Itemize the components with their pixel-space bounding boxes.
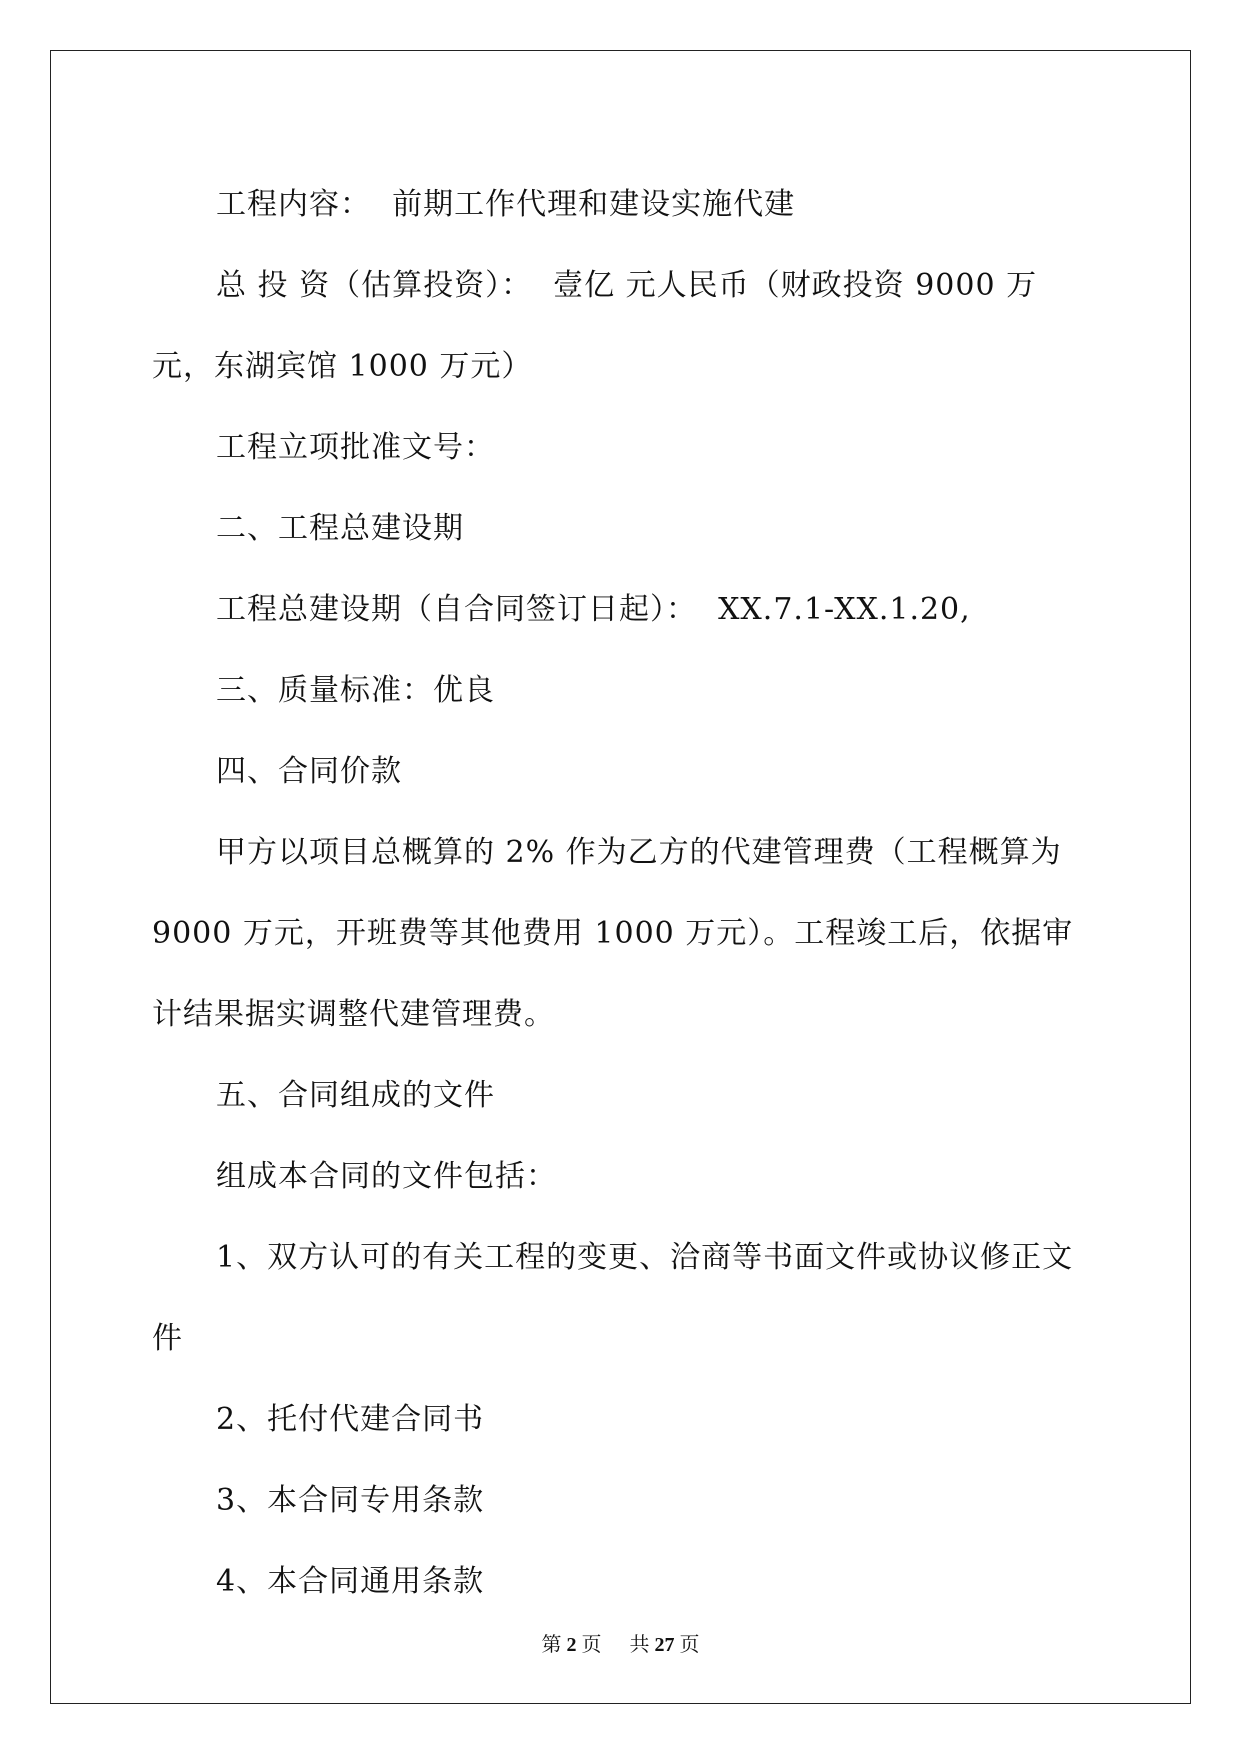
paragraph: 三、质量标准：优良 — [216, 673, 495, 708]
paragraph: 工程总建设期（自合同签订日起）： XX.7.1-XX.1.20, — [216, 592, 971, 627]
paragraph: 1、双方认可的有关工程的变更、洽商等书面文件或协议修正文件 — [152, 1240, 1074, 1356]
footer-total-prefix: 共 — [629, 1634, 650, 1656]
current-page-number: 2 — [566, 1634, 577, 1656]
paragraph: 2、托付代建合同书 — [216, 1402, 485, 1437]
paragraph: 总 投 资（估算投资）： 壹亿 元人民币（财政投资 9000 万元，东湖宾馆 1000 万元） — [152, 268, 1038, 384]
paragraph: 五、合同组成的文件 — [216, 1078, 495, 1113]
footer-total-suffix: 页 — [679, 1634, 700, 1656]
paragraph: 甲方以项目总概算的 2% 作为乙方的代建管理费（工程概算为 9000 万元，开班费等其他费用 1000 万元）。工程竣工后，依据审计结果据实调整代建管理费。 — [152, 835, 1074, 1032]
page-footer — [0, 1628, 1241, 1657]
paragraph: 二、工程总建设期 — [216, 511, 464, 546]
paragraph: 四、合同价款 — [216, 754, 402, 789]
document-body — [152, 164, 1092, 1622]
footer-prefix: 第 — [541, 1634, 562, 1656]
paragraph: 4、本合同通用条款 — [216, 1564, 485, 1599]
total-page-number: 27 — [654, 1634, 675, 1656]
paragraph: 组成本合同的文件包括： — [216, 1159, 557, 1194]
paragraph: 工程立项批准文号： — [216, 430, 495, 465]
paragraph: 工程内容： 前期工作代理和建设实施代建 — [216, 187, 796, 222]
footer-page-suffix: 页 — [581, 1634, 602, 1656]
paragraph: 3、本合同专用条款 — [216, 1483, 485, 1518]
